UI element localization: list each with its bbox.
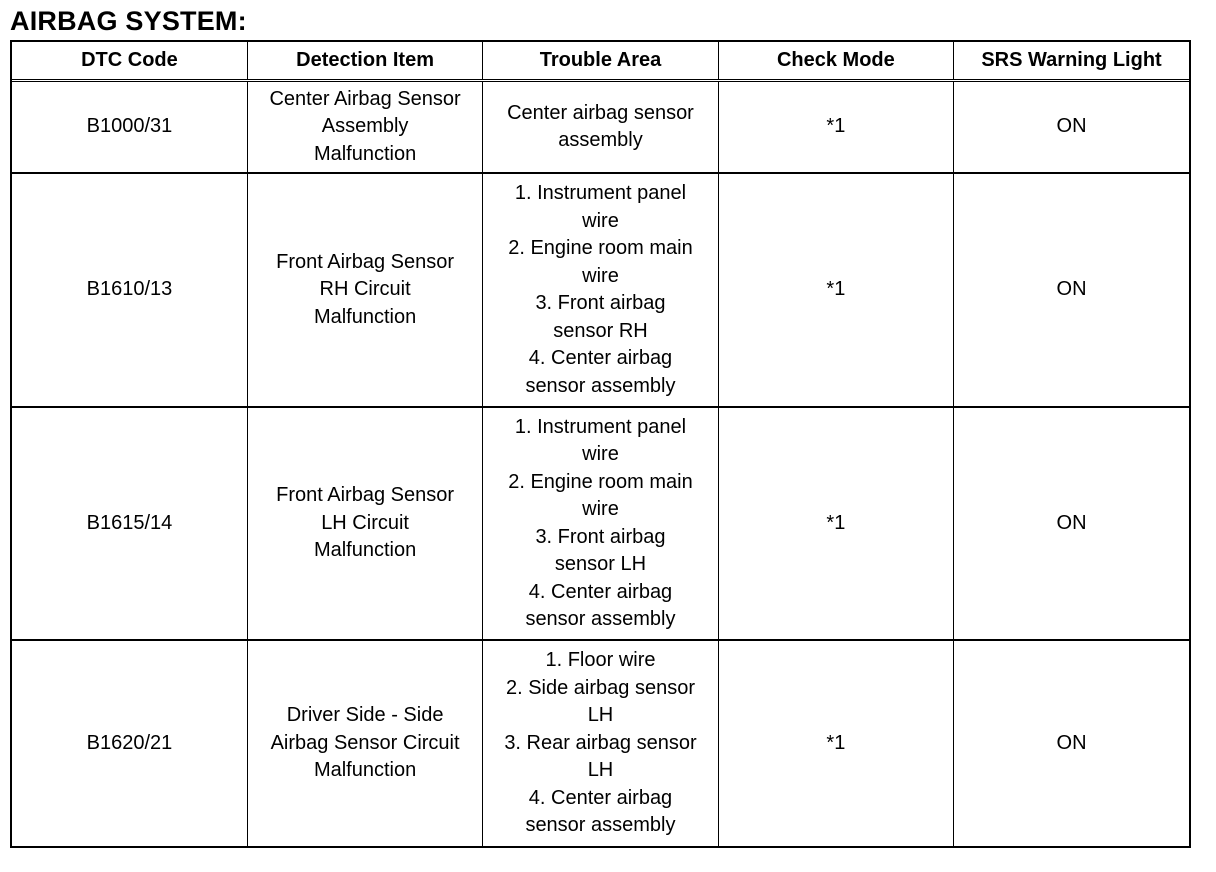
table-row bbox=[12, 173, 1189, 407]
check-mode-cell: *1 bbox=[718, 640, 953, 846]
table-row bbox=[12, 407, 1189, 641]
detection-line: Driver Side - Side bbox=[286, 704, 444, 727]
detection-item-cell bbox=[247, 407, 482, 641]
trouble-line: sensor assembly bbox=[525, 374, 676, 397]
trouble-line: wire bbox=[582, 209, 619, 232]
trouble-line: 4. Center airbag bbox=[528, 580, 673, 603]
trouble-line: sensor assembly bbox=[525, 814, 676, 837]
trouble-line: LH bbox=[587, 759, 614, 782]
detection-line: Malfunction bbox=[313, 539, 417, 562]
trouble-area-cell bbox=[483, 81, 718, 174]
header-dtc-code: DTC Code bbox=[12, 42, 247, 81]
trouble-line: Center airbag sensor bbox=[507, 101, 694, 124]
trouble-line: LH bbox=[587, 704, 614, 727]
srs-warning-light-cell: ON bbox=[954, 640, 1189, 846]
srs-warning-light-cell: ON bbox=[954, 81, 1189, 174]
detection-line: Center Airbag Sensor bbox=[269, 87, 461, 110]
header-srs-warning-light: SRS Warning Light bbox=[954, 42, 1189, 81]
trouble-line: 1. Floor wire bbox=[545, 649, 656, 672]
detection-line: Front Airbag Sensor bbox=[276, 484, 455, 507]
header-trouble-area: Trouble Area bbox=[483, 42, 718, 81]
detection-line: Malfunction bbox=[313, 305, 417, 328]
trouble-line: wire bbox=[582, 264, 619, 287]
table-header-row bbox=[12, 42, 1189, 81]
detection-line: Airbag Sensor Circuit bbox=[270, 731, 460, 754]
table-row bbox=[12, 640, 1189, 846]
detection-line: Assembly bbox=[321, 115, 409, 138]
trouble-area-cell bbox=[483, 640, 718, 846]
detection-line: LH Circuit bbox=[321, 511, 409, 534]
trouble-line: 2. Side airbag sensor bbox=[505, 676, 695, 699]
detection-line: RH Circuit bbox=[319, 278, 411, 301]
table-row bbox=[12, 81, 1189, 174]
detection-line: Malfunction bbox=[313, 759, 417, 782]
detection-item-cell bbox=[247, 81, 482, 174]
page-title: AIRBAG SYSTEM: bbox=[10, 6, 247, 36]
trouble-area-cell bbox=[483, 173, 718, 407]
detection-line: Front Airbag Sensor bbox=[276, 250, 455, 273]
trouble-line: 2. Engine room main bbox=[508, 470, 693, 493]
check-mode-cell: *1 bbox=[718, 81, 953, 174]
trouble-line: 3. Front airbag bbox=[535, 292, 666, 315]
check-mode-cell: *1 bbox=[718, 173, 953, 407]
trouble-line: 3. Front airbag bbox=[535, 525, 666, 548]
dtc-code-cell: B1615/14 bbox=[12, 407, 247, 641]
trouble-line: 1. Instrument panel bbox=[514, 182, 687, 205]
trouble-line: assembly bbox=[558, 129, 643, 152]
detection-item-cell bbox=[247, 640, 482, 846]
header-check-mode: Check Mode bbox=[718, 42, 953, 81]
trouble-line: sensor RH bbox=[553, 319, 648, 342]
trouble-line: sensor assembly bbox=[525, 608, 676, 631]
dtc-code-cell: B1000/31 bbox=[12, 81, 247, 174]
trouble-line: 1. Instrument panel bbox=[514, 415, 687, 438]
trouble-line: 4. Center airbag bbox=[528, 786, 673, 809]
detection-item-cell bbox=[247, 173, 482, 407]
trouble-area-cell bbox=[483, 407, 718, 641]
check-mode-cell: *1 bbox=[718, 407, 953, 641]
dtc-table bbox=[10, 40, 1191, 848]
trouble-line: wire bbox=[582, 498, 619, 521]
trouble-line: 4. Center airbag bbox=[528, 347, 673, 370]
trouble-line: sensor LH bbox=[554, 553, 647, 576]
dtc-code-cell: B1610/13 bbox=[12, 173, 247, 407]
srs-warning-light-cell: ON bbox=[954, 173, 1189, 407]
header-detection-item: Detection Item bbox=[247, 42, 482, 81]
detection-line: Malfunction bbox=[313, 142, 417, 165]
dtc-code-cell: B1620/21 bbox=[12, 640, 247, 846]
trouble-line: 3. Rear airbag sensor bbox=[504, 731, 697, 754]
trouble-line: wire bbox=[582, 443, 619, 466]
trouble-line: 2. Engine room main bbox=[508, 237, 693, 260]
srs-warning-light-cell: ON bbox=[954, 407, 1189, 641]
